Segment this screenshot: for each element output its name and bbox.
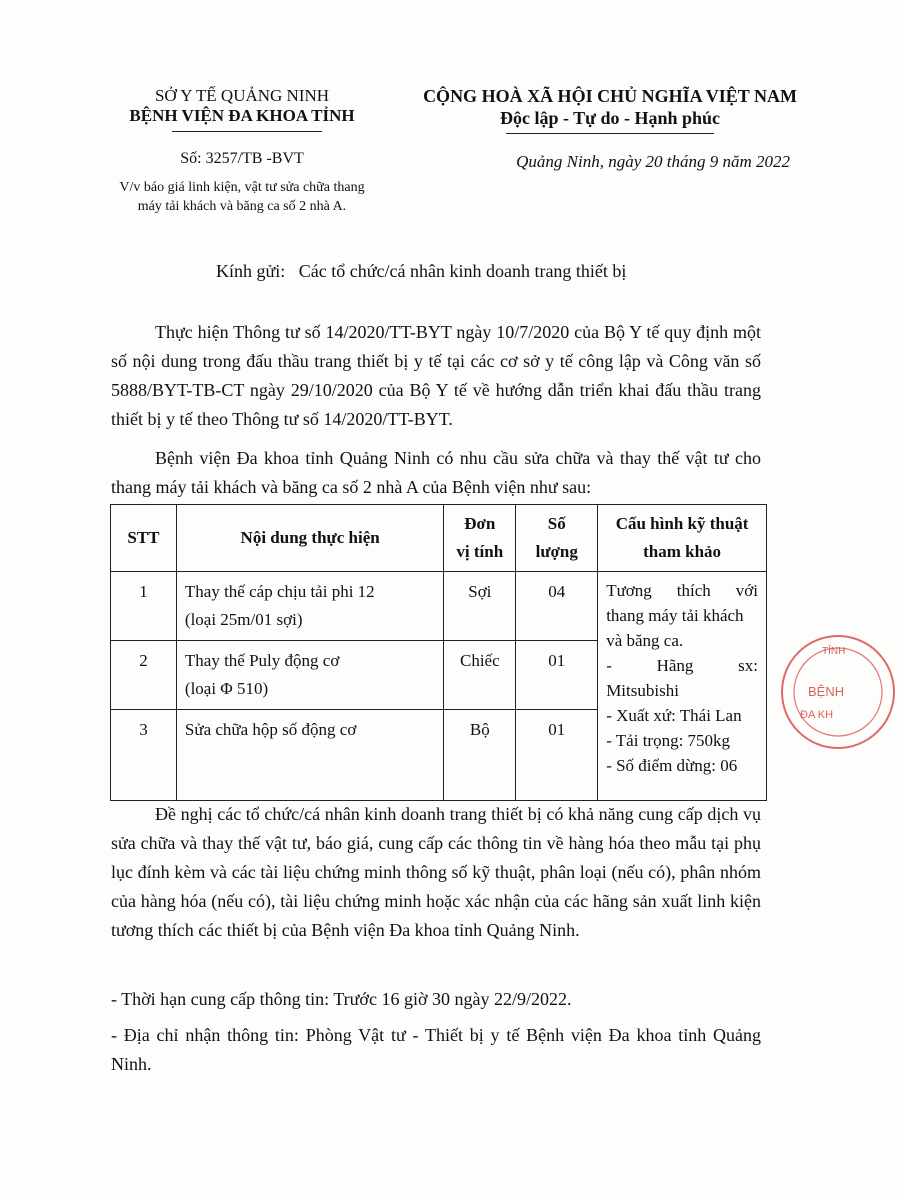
paragraph-3-text: Đề nghị các tổ chức/cá nhân kinh doanh trang thiết bị có khả năng cung cấp dịch vụ sửa chữa và thay thế vật tư, báo giá, cung cấp các thông tin về hàng hóa theo mẫu tại phụ lục đính kèm và các tài liệu chứng minh thông số kỹ thuật, phân loại (nếu có), phân nhóm của hàng hóa (nếu có), tài liệu chứng minh hoặc xác nhận của các hãng sản xuất linh kiện tương thích các thiết bị của Bệnh viện Đa khoa tỉnh Quảng Ninh. [111,804,761,940]
row-content [176,710,443,801]
header-config [598,505,767,572]
national-motto: Độc lập - Tự do - Hạnh phúc [499,108,721,128]
row-qty: 04 [516,572,598,641]
row-content [176,641,443,710]
row-stt: 1 [111,572,177,641]
header-unit-l2: vị tính [456,542,504,561]
row-content-l2: (loại Φ 510) [184,679,269,698]
subject-line-2: máy tải khách và băng ca số 2 nhà A. [137,199,347,214]
document-number: Số: 3257/TB -BVT [180,150,304,167]
stamp-text-3: ĐA KH [800,709,834,721]
paragraph-1-text: Thực hiện Thông tư số 14/2020/TT-BYT ngày 10/7/2020 của Bộ Y tế quy định một số nội dung trong đấu thầu trang thiết bị y tế tại các cơ sở y tế công lập và Công văn số 5888/BYT-TB-CT ngày 29/10/2020 của Bộ Y tế về hướng dẫn triển khai đấu thầu trang thiết bị y tế theo Thông tư số 14/2020/TT-BYT. [111,322,761,429]
config-line-6: - Xuất xứ: Thái Lan [606,706,742,725]
paragraph-2 [111,444,761,502]
row-unit: Sợi [444,572,516,641]
org-name: BỆNH VIỆN ĐA KHOA TỈNH [129,106,355,125]
national-title: CỘNG HOÀ XÃ HỘI CHỦ NGHĨA VIỆT NAM [423,86,797,106]
header-content: Nội dung thực hiện [176,505,443,572]
address-line [111,1021,761,1079]
table-header-row [111,505,767,572]
row-unit: Chiếc [444,641,516,710]
header-config-l2: tham khảo [643,542,722,561]
config-line-8: - Số điểm dừng: 06 [606,756,738,775]
greeting-recipient: Các tổ chức/cá nhân kinh doanh trang thiết bị [298,261,627,281]
config-line-5: Mitsubishi [606,681,679,700]
document-subject [82,178,402,216]
repair-items-table [110,504,767,801]
header-config-l1: Cấu hình kỹ thuật [615,514,749,533]
table-row [111,572,767,641]
row-content-l1: Thay thế cáp chịu tải phi 12 [184,582,375,601]
paragraph-2-text: Bệnh viện Đa khoa tỉnh Quảng Ninh có nhu cầu sửa chữa và thay thế vật tư cho thang máy tải khách và băng ca số 2 nhà A của Bệnh viện như sau: [111,448,761,497]
greeting-label: Kính gửi: [216,261,286,281]
deadline-line [111,985,761,1014]
row-stt: 2 [111,641,177,710]
header-unit [444,505,516,572]
config-line-2: thang máy tải khách [606,606,744,625]
header-qty [516,505,598,572]
config-line-1: Tương thích với [606,581,758,600]
row-content-l1: Thay thế Puly động cơ [184,651,340,670]
row-stt: 3 [111,710,177,801]
stamp-text-1: TỈNH [822,646,846,657]
config-cell [598,572,767,801]
header-stt: STT [111,505,177,572]
row-unit: Bộ [444,710,516,801]
org-parent-name: SỞ Y TẾ QUẢNG NINH [154,86,330,105]
paragraph-3 [111,800,761,945]
red-seal-stamp [778,632,898,752]
header-qty-l2: lượng [535,542,578,561]
greeting [216,261,626,282]
config-line-3: và băng ca. [606,631,684,650]
row-qty: 01 [516,641,598,710]
org-underline [172,131,322,132]
motto-underline [506,133,714,134]
paragraph-1 [111,318,761,434]
header-unit-l1: Đơn [464,514,496,533]
document-date: Quảng Ninh, ngày 20 tháng 9 năm 2022 [516,152,790,171]
address-text: - Địa chỉ nhận thông tin: Phòng Vật tư - Thiết bị y tế Bệnh viện Đa khoa tỉnh Quảng Ninh. [111,1025,761,1074]
row-qty: 01 [516,710,598,801]
deadline-text: - Thời hạn cung cấp thông tin: Trước 16 giờ 30 ngày 22/9/2022. [111,989,572,1009]
row-content [176,572,443,641]
row-content-l1: Sửa chữa hộp số động cơ [184,720,357,739]
config-line-4: - Hãng sx: [606,656,758,675]
subject-line-1: V/v báo giá linh kiện, vật tư sửa chữa thang [119,180,365,195]
header-qty-l1: Số [547,514,566,533]
config-line-7: - Tải trọng: 750kg [606,731,731,750]
row-content-l2: (loại 25m/01 sợi) [184,610,303,629]
stamp-text-2: BỆNH [808,684,845,699]
